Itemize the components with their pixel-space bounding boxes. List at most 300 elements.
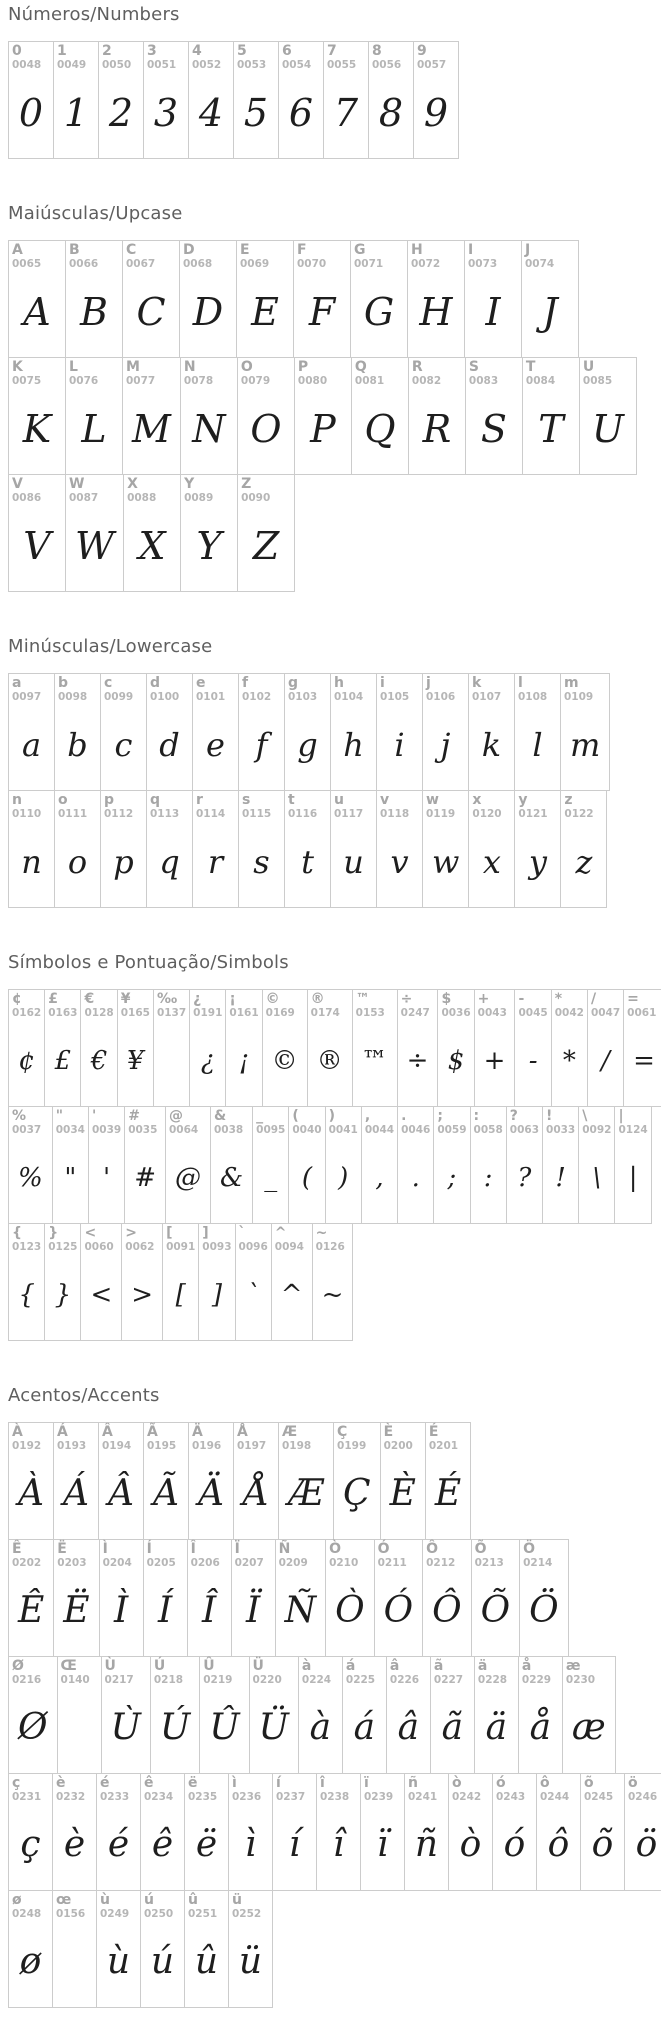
glyph-code: 0246 [628, 1791, 658, 1803]
glyph-preview: ® [316, 1046, 343, 1076]
glyph-label: k [472, 675, 482, 691]
glyph-cell [536, 1773, 581, 1891]
glyph-cell [210, 1106, 253, 1224]
glyph-row [8, 673, 653, 791]
glyph-cell [437, 989, 474, 1107]
glyph-code: 0088 [127, 492, 157, 504]
glyph-label: ' [91, 1108, 97, 1124]
glyph-preview: ¡ [238, 1046, 250, 1076]
glyph-label: ~ [315, 1225, 328, 1241]
glyph-preview: á [353, 1707, 376, 1748]
glyph-label: / [590, 991, 597, 1007]
glyph-preview: æ [571, 1707, 606, 1748]
glyph-cell-header [126, 360, 177, 388]
glyph-code: 0128 [84, 1007, 114, 1019]
glyph-preview: Õ [480, 1590, 511, 1631]
glyph-cell [53, 1539, 99, 1657]
glyph-cell [233, 1422, 279, 1540]
glyph-cell-header [564, 793, 603, 821]
glyph-code: 0123 [12, 1241, 42, 1253]
glyph-label: ; [437, 1108, 443, 1124]
glyph-code: 0200 [383, 1440, 413, 1452]
glyph-label: Œ [60, 1658, 77, 1674]
glyph-cell [350, 240, 408, 358]
glyph-label: G [354, 242, 366, 258]
glyph-preview: d [159, 726, 180, 764]
glyph-cell-header [525, 243, 575, 271]
glyph-code: 0105 [380, 691, 410, 703]
glyph-code: 0041 [328, 1124, 358, 1136]
glyph-cell [522, 357, 580, 475]
glyph-preview [56, 1921, 93, 2003]
glyph-label: r [196, 792, 203, 808]
glyph-preview: F [308, 290, 336, 334]
glyph-code: 0078 [183, 375, 214, 387]
glyph-code: 0073 [468, 258, 498, 270]
glyph-preview: £ [54, 1046, 72, 1076]
glyph-cell [284, 673, 331, 791]
glyph-code: 0191 [193, 1007, 223, 1019]
glyph-preview: 7 [333, 91, 359, 135]
glyph-cell [192, 790, 239, 908]
glyph-code: 0055 [327, 59, 357, 71]
glyph-preview: P [310, 407, 336, 451]
glyph-cell [189, 989, 226, 1107]
glyph-label: û [188, 1892, 198, 1908]
glyph-cell-header [12, 477, 62, 505]
glyph-preview: n [21, 843, 42, 881]
glyph-code: 0109 [564, 691, 594, 703]
glyph-label: ú [144, 1892, 154, 1908]
glyph-cell-header [452, 1776, 489, 1804]
glyph-row [8, 1540, 653, 1657]
glyph-cell-header [316, 1226, 350, 1254]
glyph-label: N [183, 359, 196, 375]
glyph-preview: , [375, 1163, 384, 1193]
glyph-cell-header [412, 360, 462, 388]
glyph-cell [165, 1106, 211, 1224]
glyph-preview: l [532, 726, 543, 764]
glyph-cell-header [510, 1109, 539, 1137]
glyph-cell-header [196, 793, 235, 821]
glyph-label: ) [328, 1108, 336, 1124]
glyph-label: C [126, 242, 137, 258]
glyph-label: ¢ [12, 991, 22, 1007]
glyph-code: 0209 [278, 1557, 308, 1569]
glyph-label: + [477, 991, 490, 1007]
glyph-cell [199, 1656, 249, 1774]
glyph-preview: i [394, 726, 405, 764]
glyph-cell [397, 1106, 434, 1224]
glyph-preview: ; [447, 1163, 457, 1193]
glyph-label: Ï [234, 1541, 240, 1557]
glyph-code: 0097 [12, 691, 42, 703]
glyph-code: 0242 [452, 1791, 482, 1803]
glyph-preview: 0 [18, 91, 44, 135]
glyph-label: á [345, 1658, 356, 1674]
glyph-preview: 1 [63, 91, 89, 135]
glyph-code: 0224 [301, 1674, 332, 1686]
glyph-cell-header [12, 992, 41, 1020]
glyph-cell-header [518, 676, 557, 704]
glyph-cell-header [192, 1425, 230, 1453]
glyph-cell [351, 357, 409, 475]
glyph-code: 0125 [48, 1241, 78, 1253]
glyph-preview: Ò [335, 1590, 365, 1631]
glyph-cell [228, 1773, 273, 1891]
glyph-code: 0099 [104, 691, 134, 703]
glyph-cell-header [384, 1425, 422, 1453]
glyph-cell [57, 1656, 102, 1774]
glyph-code: 0064 [168, 1124, 199, 1136]
character-map-sections [8, 4, 658, 2008]
glyph-code: 0080 [297, 375, 328, 387]
glyph-preview: Ä [198, 1473, 224, 1514]
glyph-preview: ' [102, 1163, 111, 1193]
glyph-cell [519, 1539, 569, 1657]
glyph-label: 0 [12, 43, 22, 59]
glyph-preview: R [422, 407, 452, 451]
glyph-cell [514, 989, 551, 1107]
glyph-cell [271, 1223, 313, 1341]
glyph-cell [278, 41, 324, 159]
glyph-code: 0205 [146, 1557, 176, 1569]
glyph-label: ö [628, 1775, 638, 1791]
glyph-label: ^ [274, 1225, 287, 1241]
glyph-cell [514, 673, 561, 791]
glyph-cell [422, 673, 469, 791]
glyph-code: 0087 [69, 492, 99, 504]
glyph-label: } [48, 1225, 59, 1241]
glyph-cell-header [564, 676, 606, 704]
glyph-code: 0225 [345, 1674, 376, 1686]
glyph-label: j [426, 675, 431, 691]
glyph-preview: j [440, 726, 451, 764]
glyph-preview: D [192, 290, 224, 334]
glyph-label: ÷ [400, 991, 413, 1007]
glyph-cell [580, 1773, 625, 1891]
glyph-code: 0207 [234, 1557, 264, 1569]
glyph-cell [96, 1890, 141, 2008]
glyph-label: e [196, 675, 206, 691]
glyph-cell-header [184, 477, 234, 505]
glyph-cell [123, 474, 181, 592]
glyph-cell-header [411, 243, 461, 271]
glyph-preview: M [132, 407, 171, 451]
glyph-cell-header [378, 1542, 420, 1570]
glyph-cell-header [69, 360, 119, 388]
glyph-preview: Y [196, 524, 222, 568]
glyph-cell-header [147, 1425, 185, 1453]
glyph-cell-header [365, 1109, 394, 1137]
glyph-preview: ô [547, 1824, 570, 1865]
glyph-code: 0212 [426, 1557, 456, 1569]
glyph-cell [96, 1773, 141, 1891]
glyph-code: 0239 [364, 1791, 394, 1803]
glyph-label: ç [12, 1775, 21, 1791]
glyph-cell [52, 1890, 97, 2008]
glyph-code: 0063 [509, 1124, 540, 1136]
glyph-cell [140, 1890, 185, 2008]
glyph-code: 0199 [337, 1440, 367, 1452]
glyph-cell-header [241, 360, 291, 388]
glyph-label: Y [184, 476, 195, 492]
glyph-cell-header [242, 676, 281, 704]
glyph-cell-header [297, 243, 347, 271]
glyph-cell [180, 357, 238, 475]
glyph-preview: ? [517, 1163, 532, 1193]
glyph-code: 0034 [55, 1124, 85, 1136]
glyph-preview: K [22, 407, 52, 451]
glyph-cell [180, 474, 238, 592]
glyph-label: \ [582, 1108, 588, 1124]
glyph-code: 0124 [618, 1124, 648, 1136]
glyph-code: 0203 [57, 1557, 87, 1569]
glyph-cell [8, 1656, 58, 1774]
glyph-cell [278, 1422, 334, 1540]
glyph-cell [8, 357, 66, 475]
glyph-cell-header [12, 793, 51, 821]
glyph-preview: W [75, 524, 115, 568]
glyph-label: v [380, 792, 390, 808]
glyph-cell-header [232, 1776, 269, 1804]
glyph-code: 0202 [12, 1557, 42, 1569]
glyph-preview: A [23, 290, 51, 334]
glyph-cell [122, 357, 181, 475]
glyph-label: Ä [192, 1424, 203, 1440]
glyph-cell [101, 1656, 151, 1774]
glyph-cell [235, 1223, 272, 1341]
glyph-cell [413, 41, 459, 159]
glyph-cell [146, 790, 193, 908]
glyph-cell-header [104, 793, 143, 821]
glyph-cell-header [434, 1659, 471, 1687]
glyph-preview: X [138, 524, 166, 568]
glyph-cell-header [372, 44, 410, 72]
glyph-code: 0236 [232, 1791, 262, 1803]
glyph-code: 0231 [12, 1791, 42, 1803]
glyph-code: 0068 [183, 258, 213, 270]
glyph-code: 0244 [540, 1791, 570, 1803]
glyph-preview: * [562, 1046, 576, 1076]
glyph-grid [8, 673, 653, 908]
glyph-cell-header [334, 676, 373, 704]
glyph-label: U [582, 359, 595, 375]
glyph-preview: { [18, 1280, 35, 1310]
glyph-cell [188, 1422, 234, 1540]
glyph-cell [8, 1539, 54, 1657]
glyph-label: X [127, 476, 138, 492]
glyph-cell-header [380, 676, 419, 704]
glyph-preview: Ì [113, 1590, 129, 1631]
glyph-cell-header [474, 1109, 503, 1137]
glyph-preview: | [628, 1163, 638, 1193]
glyph-code: 0110 [12, 808, 42, 820]
glyph-code: 0248 [12, 1908, 42, 1920]
glyph-cell [150, 1656, 200, 1774]
glyph-cell-header [584, 1776, 621, 1804]
glyph-label: ñ [408, 1775, 418, 1791]
glyph-cell-header [84, 1226, 118, 1254]
glyph-cell [80, 1223, 122, 1341]
glyph-preview: S [480, 407, 507, 451]
glyph-label: < [84, 1225, 97, 1241]
glyph-label: T [525, 359, 536, 375]
glyph-label: ? [509, 1108, 518, 1124]
glyph-code: 0071 [354, 258, 384, 270]
glyph-cell [579, 357, 637, 475]
glyph-code: 0033 [546, 1124, 576, 1136]
glyph-code: 0066 [69, 258, 99, 270]
glyph-cell [8, 1890, 53, 2008]
glyph-label: R [411, 359, 423, 375]
glyph-label: K [12, 359, 23, 375]
glyph-cell-header [240, 243, 290, 271]
glyph-cell-header [426, 676, 465, 704]
glyph-label: õ [584, 1775, 594, 1791]
glyph-label: Ç [337, 1424, 348, 1440]
glyph-cell [225, 989, 262, 1107]
glyph-cell-header [475, 1542, 517, 1570]
glyph-cell [614, 1106, 651, 1224]
glyph-label: ë [188, 1775, 198, 1791]
glyph-cell-header [437, 1109, 466, 1137]
glyph-cell [143, 41, 189, 159]
glyph-code: 0072 [411, 258, 441, 270]
glyph-code: 0042 [554, 1007, 584, 1019]
glyph-label: Ì [102, 1541, 108, 1557]
glyph-cell-header [279, 1542, 323, 1570]
glyph-preview: : [483, 1163, 493, 1193]
glyph-preview: é [107, 1824, 130, 1865]
glyph-cell [518, 1656, 563, 1774]
glyph-cell-header [128, 1109, 162, 1137]
glyph-cell [474, 1656, 519, 1774]
glyph-preview: + [483, 1046, 506, 1076]
glyph-cell [333, 1422, 381, 1540]
glyph-preview: % [18, 1163, 43, 1193]
glyph-code: 0059 [437, 1124, 467, 1136]
glyph-cell [587, 989, 624, 1107]
glyph-code: 0079 [240, 375, 271, 387]
glyph-preview: - [528, 1046, 538, 1076]
glyph-code: 0122 [564, 808, 594, 820]
glyph-cell [330, 673, 377, 791]
glyph-label: Â [102, 1424, 113, 1440]
glyph-cell [284, 790, 331, 908]
glyph-cell [325, 1106, 362, 1224]
glyph-cell-header [196, 676, 235, 704]
glyph-label: $ [441, 991, 452, 1007]
glyph-cell [80, 989, 117, 1107]
glyph-cell [514, 790, 561, 908]
glyph-preview: î [332, 1824, 345, 1865]
glyph-code: 0126 [315, 1241, 345, 1253]
glyph-code: 0060 [84, 1241, 114, 1253]
glyph-cell [316, 1773, 361, 1891]
glyph-label: Ù [104, 1658, 116, 1674]
glyph-label: [ [166, 1225, 173, 1241]
glyph-code: 0226 [389, 1674, 420, 1686]
glyph-code: 0051 [147, 59, 177, 71]
glyph-label: Z [241, 476, 252, 492]
glyph-label: À [12, 1424, 23, 1440]
glyph-preview: Q [364, 407, 396, 451]
glyph-label: ] [202, 1225, 209, 1241]
glyph-cell-header [56, 1109, 85, 1137]
glyph-cell [470, 1106, 507, 1224]
glyph-cell-header [57, 1542, 95, 1570]
glyph-label: Ò [329, 1541, 341, 1557]
glyph-cell-header [121, 992, 150, 1020]
glyph-label: , [364, 1108, 371, 1124]
glyph-cell-header [540, 1776, 577, 1804]
glyph-label: % [12, 1108, 27, 1124]
glyph-label: É [428, 1424, 439, 1440]
glyph-code: 0113 [150, 808, 180, 820]
glyph-label: à [301, 1658, 312, 1674]
glyph-label: h [334, 675, 344, 691]
section-heading: Minúsculas/Lowercase [8, 636, 213, 657]
glyph-label: @ [168, 1108, 183, 1124]
glyph-preview: Z [252, 524, 280, 568]
glyph-preview: Ê [18, 1590, 45, 1631]
glyph-preview: w [432, 843, 460, 881]
glyph-cell [360, 1773, 405, 1891]
glyph-cell-header [144, 1893, 181, 1921]
glyph-cell-header [57, 44, 95, 72]
glyph-row [8, 989, 657, 1107]
glyph-code: 0070 [297, 258, 327, 270]
glyph-code: 0082 [411, 375, 442, 387]
glyph-preview: Ø [18, 1707, 48, 1748]
glyph-code: 0214 [523, 1557, 553, 1569]
glyph-code: 0201 [428, 1440, 459, 1452]
glyph-preview: / [601, 1046, 610, 1076]
glyph-cell-header [188, 1776, 225, 1804]
glyph-code: 0192 [12, 1440, 42, 1452]
glyph-preview: Ù [110, 1707, 141, 1748]
glyph-label: ô [540, 1775, 550, 1791]
section-symbols [8, 952, 657, 1341]
glyph-label: n [12, 792, 22, 808]
glyph-cell [162, 1223, 199, 1341]
glyph-preview: T [538, 407, 564, 451]
glyph-cell [54, 673, 101, 791]
glyph-cell [465, 357, 523, 475]
glyph-cell [380, 1422, 426, 1540]
glyph-cell-header [237, 44, 275, 72]
glyph-cell [231, 1539, 276, 1657]
glyph-cell-header [12, 1226, 41, 1254]
glyph-code: 0039 [91, 1124, 122, 1136]
glyph-preview: N [192, 407, 226, 451]
glyph-label: Î [190, 1541, 196, 1557]
glyph-code: 0211 [377, 1557, 407, 1569]
glyph-code: 0036 [441, 1007, 471, 1019]
glyph-cell [325, 1539, 375, 1657]
glyph-code: 0206 [190, 1557, 220, 1569]
glyph-code: 0095 [256, 1124, 286, 1136]
glyph-code: 0252 [232, 1908, 262, 1920]
glyph-preview: J [542, 290, 558, 334]
glyph-cell-header [478, 1659, 515, 1687]
glyph-cell [8, 790, 55, 908]
glyph-label: © [265, 991, 280, 1007]
glyph-cell-header [591, 992, 620, 1020]
glyph-cell [8, 1223, 45, 1341]
glyph-preview: E [251, 290, 279, 334]
